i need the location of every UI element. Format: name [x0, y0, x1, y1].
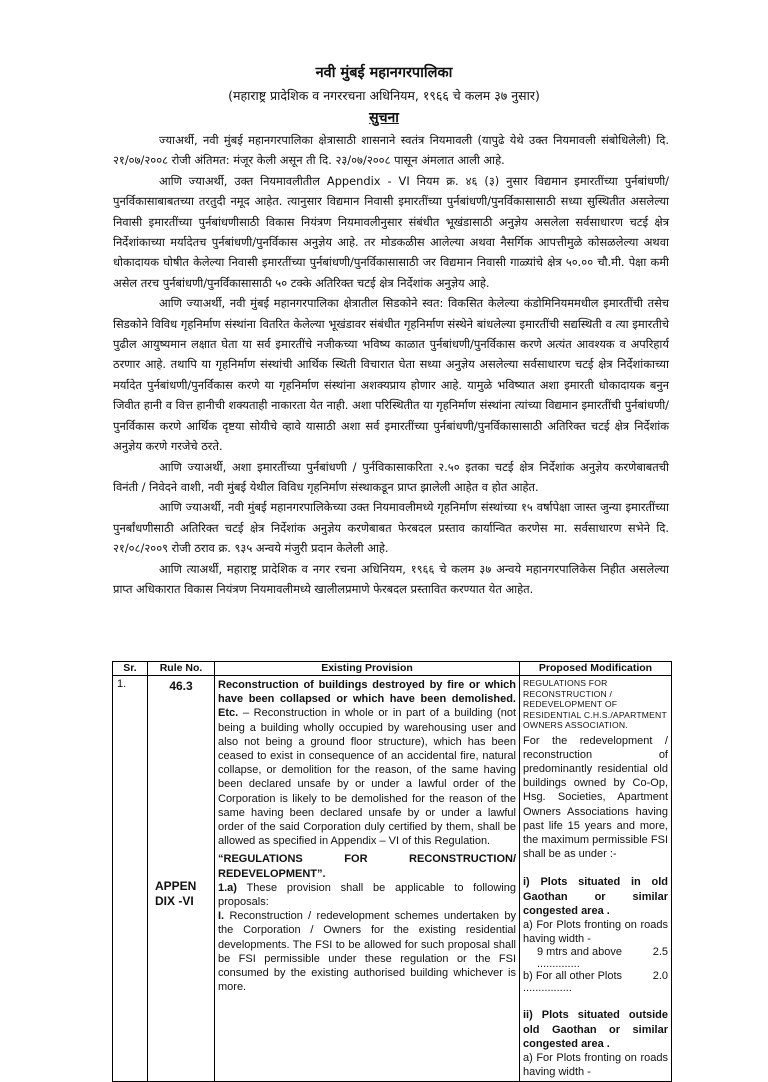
rule-appendix [149, 879, 213, 909]
paragraph: आणि त्याअर्थी, महाराष्ट्र प्रादेशिक व नगर रचना अधिनियम, १९६६ चे कलम ३७ अन्वये महानगरपालिकेस निहीत असलेल्या प्राप्त अधिकारात विकास नियंत्रण नियमावलीमध्ये खालीलप्रमाणे फेरबदल प्रस्तावित करण्यात येत आहेत. [113, 561, 669, 596]
existing-provision-cell [215, 676, 520, 1082]
nine-mtrs-label: 9 mtrs and above .............. [537, 946, 622, 971]
paragraph: आणि ज्याअर्थी, उक्त नियमावलीतील Appendix - VI नियम क्र. ४६ (३) नुसार विद्यमान इमारतींच्या पुर्नबांधणी/पुनर्विकासाबाबतच्या तरतुदी नमूद आहेत. त्यानुसार विद्यमान निवासी इमारतींच्या पुर्नबांधणी/पुनर्विकासासाठी सध्या सुस्थितीत असलेल्या निवासी इमारतींच्या पुर्नबांधणीसाठी विकास नियंत्रण नियमावलीनुसार संबंधीत भूखंडासाठी अनुज्ञेय असलेला सर्वसाधारण चटई क्षेत्र निर्देशांकाच्या मर्यादेतच पुर्नबांधणी/पुनर्विकास अनुज्ञेय आहे. तर मोडकळीस आलेल्या अथवा नैसर्गिक आपत्तीमुळे कोसळलेल्या अथवा धोकादायक घोषीत केलेल्या निवासी इमारतींच्या पुर्नबांधणी/पुनर्विकासासाठी जर विद्यमान निवासी गाळ्यांचे क्षेत्र ५०.०० चौ.मी. पेक्षा कमी असेल तरच पुर्नबांधणी/पुनर्विकासासाठी ५० टक्के अतिरिक्त चटई क्षेत्र निर्देशांक अनुज्ञेय आहे. [113, 173, 669, 290]
nine-mtrs-value: 2.5 [652, 946, 668, 959]
notice-body [113, 130, 669, 599]
column-header-sr: Sr. [113, 662, 148, 676]
column-header-proposed-modification: Proposed Modification [520, 662, 672, 676]
column-header-existing-provision: Existing Provision [215, 662, 520, 676]
table-header-row [113, 662, 672, 676]
paragraph: आणि ज्याअर्थी, नवी मुंबई महानगरपालिकेच्या उक्त नियमावलीमध्ये गृहनिर्माण संस्थांच्या १५ वर्षापेक्षा जास्त जुन्या इमारतींच्या पुनर्बांधणीसाठी अतिरिक्त चटई क्षेत्र निर्देशांक अनुज्ञेय करणेबाबत फेरबदल प्रस्ताव कार्यान्वित करणेस मा. सर्वसाधारण सभेने दि. २१/०८/२००९ रोजी ठराव क्र. ९३५ अन्वये मंजुरी प्रदान केलेली आहे. [113, 500, 669, 556]
rule-number: 46.3 [169, 679, 193, 693]
section-i-nine-mtrs-row [523, 946, 668, 970]
clause-i [218, 909, 516, 994]
act-reference: (महाराष्ट्र प्रादेशिक व नगररचना अधिनियम, १९६६ चे कलम ३७ नुसार) [228, 88, 540, 103]
clause-i-text: Reconstruction / redevelopment schemes undertaken by the Corporation / Owners for the existing residential developments. The FSI to be allowed for such proposal shall be FSI permissible under these regulation or the FSI consumed by the existing authorised building whichever is more. [218, 910, 516, 994]
other-plots-label: b) For all other Plots ................ [523, 970, 623, 995]
serial-number: 1. [113, 676, 148, 1082]
section-ii-heading: ii) Plots situated outside old Gaothan or similar congested area . [523, 1009, 668, 1050]
regulations-heading: “REGULATIONS FOR RECONSTRUCTION/ REDEVELOPMENT”. [218, 853, 516, 880]
clause-1a-label: 1.a) [218, 881, 237, 894]
section-i-roads: a) For Plots fronting on roads having width - [523, 918, 668, 946]
rule-appendix-line-2: DIX -VI [155, 894, 194, 908]
clause-i-label: I. [218, 910, 225, 923]
existing-provision-body: – Reconstruction in whole or in part of a building (not being a building wholly occupied by warehousing user and also not being a ground floor structure), which has been ceased to exist in consequence of an accidental fire, natural collapse, or demolition for the reason, of the same having been declared unsafe by or under a lawful order of the Corporation is likely to be demolished for the reason of the same having been declared unsafe by or under a lawful order of the said Corporation duly certified by them, shall be allowed as specified in Appendix – VI of this Regulation. [218, 707, 516, 848]
paragraph: आणि ज्याअर्थी, अशा इमारतींच्या पुर्नबांधणी / पुर्नविकासाकरिता २.५० इतका चटई क्षेत्र निर्देशांक अनुज्ञेय करणेबाबतची विनंती / निवेदने वाशी, नवी मुंबई येथील विविध गृहनिर्माण संस्थाकडून प्राप्त झालेली आहेत व होत आहेत. [113, 459, 669, 494]
table-row [113, 676, 672, 1082]
clause-1a [218, 881, 516, 909]
notice-heading: सुचना [369, 110, 399, 126]
clause-1a-text: These provision shall be applicable to following proposals: [218, 881, 516, 909]
section-ii-roads: a) For Plots fronting on roads having width - [523, 1051, 668, 1079]
rule-appendix-line-1: APPEN [155, 879, 197, 893]
other-plots-value: 2.0 [652, 970, 668, 983]
paragraph: ज्याअर्थी, नवी मुंबई महानगरपालिका क्षेत्रासाठी शासनाने स्वतंत्र नियमावली (यापुढे येथे उक्त नियमावली संबोधिलेली) दि. २१/०७/२००८ रोजी अंतिमत: मंजूर केली असून ती दि. २३/०७/२००८ पासून अंमलात आली आहे. [113, 133, 669, 168]
rule-number-cell [148, 676, 215, 1082]
existing-provision-heading: Reconstruction of buildings destroyed by fire or which have been collapsed or which have been demolished. Etc. [218, 679, 516, 720]
modification-table [112, 661, 672, 1082]
proposed-heading: REGULATIONS FOR RECONSTRUCTION / REDEVELOPMENT OF RESIDENTIAL C.H.S./APARTMENT OWNERS ASSOCIATION. [523, 678, 667, 730]
section-i-other-plots-row [523, 970, 668, 994]
section-i-heading: i) Plots situated in old Gaothan or similar congested area . [523, 876, 668, 917]
paragraph: आणि ज्याअर्थी, नवी मुंबई महानगरपालिका क्षेत्रातील सिडकोने स्वत: विकसित केलेल्या कंडोमिनियममधील इमारतींची तसेच सिडकोने विविध गृहनिर्माण संस्थांना वितरित केलेल्या भूखंडावर संबंधीत गृहनिर्माण संस्थेने बांधलेल्या इमारतींची सद्यस्थिती व त्या इमारतीचे पुढील आयुष्यमान लक्षात घेता या सर्व इमारतींचे नजीकच्या भविष्य काळात पुर्नबांधणी/पुनर्विकास करणे अत्यंत आवश्यक व अपरिहार्य ठरणार आहे. तथापि या गृहनिर्माण संस्थांची आर्थिक स्थिती विचारात घेता सध्या अनुज्ञेय असलेल्या सर्वसाधारण चटई क्षेत्र निर्देशांकाच्या मर्यादेत पुर्नबांधणी/पुनर्विकास करणे या गृहनिर्माण संस्थांना अशक्यप्राय होणार आहे. यामुळे भविष्यात अशा इमारती धोकादायक बनुन जिवीत हानी व वित्त हानीची शक्यताही नाकारता येत नाही. अशा परिस्थितीत या गृहनिर्माण संस्थांना त्यांच्या विद्यमान इमारतींची पुर्नबांधणी/पुनर्विकास करणे आर्थिक दृष्टया सोयीचे व्हावे यासाठी अशा सर्व इमारतींच्या पुर्नबांधणी/पुनर्विकासासाठी अतिरिक्त चटई क्षेत्र निर्देशांक अनुज्ञेय करणे गरजेचे ठरते. [113, 296, 669, 454]
organization-title: नवी मुंबई महानगरपालिका [315, 65, 453, 81]
existing-provision-text [218, 678, 516, 848]
column-header-rule-no: Rule No. [148, 662, 215, 676]
proposed-modification-cell [520, 676, 672, 1082]
proposed-intro: For the redevelopment / reconstruction of predominantly residential old buildings owned by Co-Op, Hsg. Societies, Apartment Owners Associations having past life 15 years and more, the maximum permissible FSI shall be as under :- [523, 734, 668, 861]
